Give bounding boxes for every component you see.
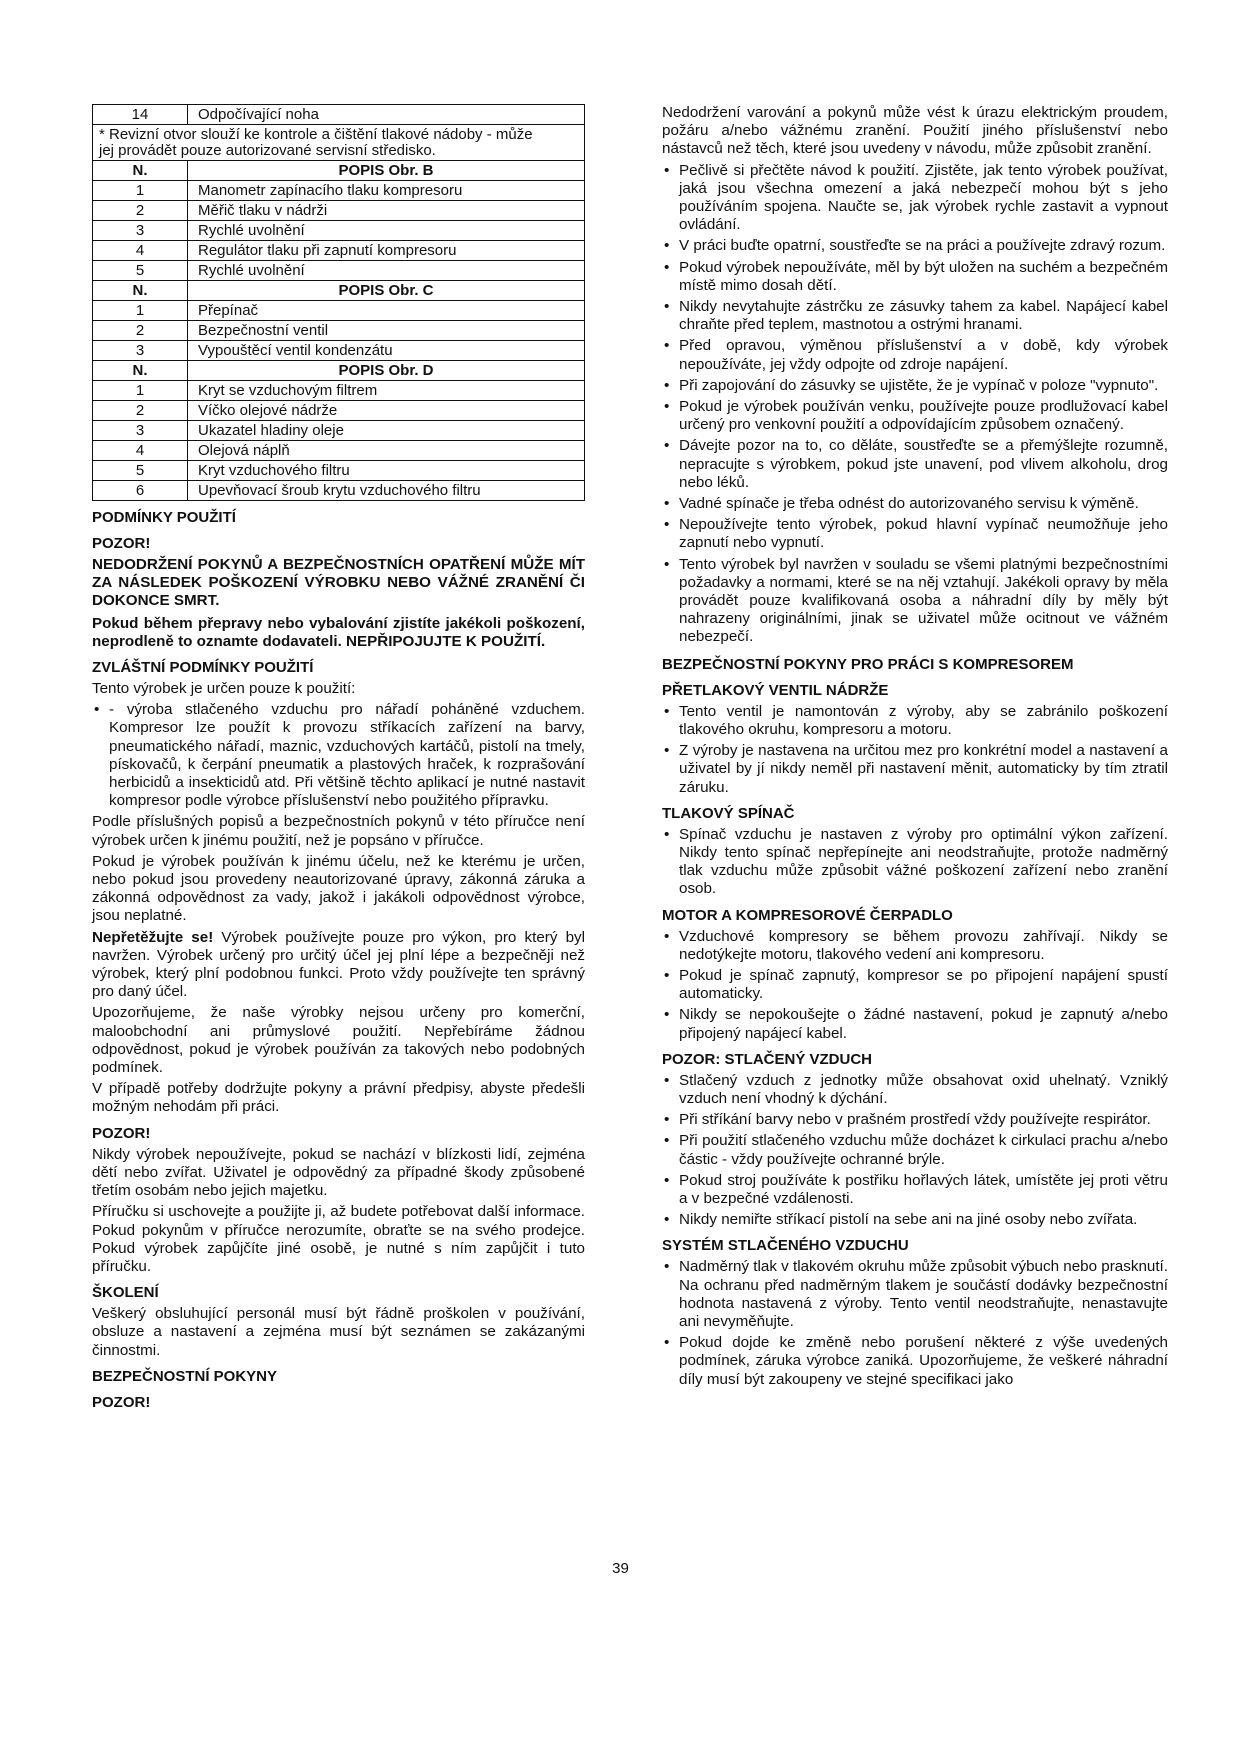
- part-description: Kryt se vzduchovým filtrem: [188, 381, 585, 401]
- part-description: Rychlé uvolnění: [188, 261, 585, 281]
- table-row: [93, 105, 585, 125]
- list-item: • Pečlivě si přečtěte návod k použití. Zjistěte, jak tento výrobek používat, jaká jsou všechna omezení a jaká nebezpečí mohou být s jeho používáním spojena. Naučte se, jak výrobek rychle zastavit a vypnout ovládání.: [662, 162, 1168, 235]
- part-number: 14: [93, 105, 188, 125]
- paragraph-other-use: Podle příslušných popisů a bezpečnostních pokynů v této příručce není výrobek určen k jinému použití, než je popsáno v příručce.: [92, 813, 585, 849]
- table-row: [93, 321, 585, 341]
- list-item: • Při stříkání barvy nebo v prašném prostředí vždy používejte respirátor.: [662, 1111, 1168, 1129]
- heading-relief-valve: PŘETLAKOVÝ VENTIL NÁDRŽE: [662, 681, 889, 699]
- part-description: Rychlé uvolnění: [188, 221, 585, 241]
- parts-sections: [93, 161, 585, 501]
- part-number: 1: [93, 301, 188, 321]
- column-header-number: N.: [93, 161, 188, 181]
- list-item: • Nepoužívejte tento výrobek, pokud hlavní vypínač neumožňuje jeho zapnutí nebo vypnutí.: [662, 516, 1168, 552]
- warning-transport: Pokud během přepravy nebo vybalování zjistíte jakékoli poškození, neprodleně to oznamte dodavateli. NEPŘIPOJUJTE K POUŽITÍ.: [92, 614, 585, 650]
- table-note-line: jej provádět pouze autorizované servisní středisko.: [99, 142, 436, 159]
- heading-training: ŠKOLENÍ: [92, 1284, 159, 1302]
- part-description: Měřič tlaku v nádrži: [188, 201, 585, 221]
- list-item: • Při zapojování do zásuvky se ujistěte, že je vypínač v poloze "vypnuto".: [662, 377, 1168, 395]
- list-item: • Nadměrný tlak v tlakovém okruhu může způsobit výbuch nebo prasknutí. Na ochranu před nadměrným tlakem je součástí dodávky bezpečnostní hodnota nastavená z výroby. Tento ventil neodstraňujte, nenastavujte ani nevyměňujte.: [662, 1258, 1168, 1331]
- part-number: 6: [93, 481, 188, 501]
- list-item: • Vzduchové kompresory se během provozu zahřívají. Nikdy se nedotýkejte motoru, tlakového vedení ani kompresoru.: [662, 928, 1168, 964]
- table-row: [93, 381, 585, 401]
- list-item: • Pokud dojde ke změně nebo porušení některé z výše uvedených podmínek, záruka výrobce zaniká. Upozorňujeme, že veškeré náhradní díly musí být zakoupeny ve stejné specifikaci jako: [662, 1334, 1168, 1389]
- part-number: 4: [93, 241, 188, 261]
- pressure-switch-list: [662, 826, 1168, 899]
- table-row: [93, 241, 585, 261]
- part-number: 2: [93, 201, 188, 221]
- special-intro: Tento výrobek je určen pouze k použití:: [92, 680, 356, 698]
- list-item: • Pokud stroj používáte k postřiku hořlavých látek, umístěte jej proti větru a v bezpečné vzdálenosti.: [662, 1172, 1168, 1208]
- heading-compressed-air: POZOR: STLAČENÝ VZDUCH: [662, 1050, 872, 1068]
- list-item: • Dávejte pozor na to, co děláte, soustřeďte se a přemýšlejte rozumně, nepracujte s výrobkem, pokud jste unavení, pod vlivem alkoholu, drog nebo léků.: [662, 437, 1168, 492]
- column-header-number: N.: [93, 361, 188, 381]
- part-description: Olejová náplň: [188, 441, 585, 461]
- paragraph-warranty: Pokud je výrobek používán k jinému účelu, než ke kterému je určen, nebo pokud jsou provedeny neautorizované úpravy, zákonná záruka a zákonná odpovědnost za vady, jakož i jakákoli odpovědnost výrobce, jsou neplatné.: [92, 852, 585, 925]
- table-row: [93, 221, 585, 241]
- table-row: [93, 201, 585, 221]
- heading-compressor-safety: BEZPEČNOSTNÍ POKYNY PRO PRÁCI S KOMPRESOREM: [662, 655, 1074, 673]
- paragraph-manual: Příručku si uschovejte a použijte ji, až budete potřebovat další informace. Pokud pokynům v příručce nerozumíte, obraťte se na svého prodejce. Pokud výrobek zapůjčíte jiné osobě, je nutné s ním zapůjčit i tuto příručku.: [92, 1203, 585, 1275]
- part-description: Kryt vzduchového filtru: [188, 461, 585, 481]
- table-section-header: [93, 281, 585, 301]
- overload-bold: Nepřetěžujte se!: [92, 928, 214, 946]
- column-header-number: N.: [93, 281, 188, 301]
- part-number: 5: [93, 261, 188, 281]
- section-title: POPIS Obr. B: [188, 161, 585, 181]
- table-note-row: [93, 125, 585, 161]
- paragraph-training: Veškerý obsluhující personál musí být řádně proškolen v používání, obsluze a nastavení a zejména musí být seznámen se zakázanými činnostmi.: [92, 1305, 585, 1359]
- heading-pressure-switch: TLAKOVÝ SPÍNAČ: [662, 804, 795, 822]
- paragraph-children: Nikdy výrobek nepoužívejte, pokud se nachází v blízkosti lidí, zejména dětí nebo zvířat. Uživatel je odpovědný za případné škody způsobené třetím osobám nebo jejich majetku.: [92, 1145, 585, 1200]
- right-column: [662, 104, 1168, 1392]
- table-note-line: * Revizní otvor slouží ke kontrole a čištění tlakové nádoby - může: [99, 126, 533, 143]
- part-number: 1: [93, 181, 188, 201]
- part-number: 2: [93, 401, 188, 421]
- part-description: Víčko olejové nádrže: [188, 401, 585, 421]
- list-item: • Nikdy nevytahujte zástrčku ze zásuvky tahem za kabel. Napájecí kabel chraňte před teplem, mastnotou a ostrými hranami.: [662, 298, 1168, 334]
- part-number: 3: [93, 221, 188, 241]
- table-row: [93, 461, 585, 481]
- list-item: • Pokud je spínač zapnutý, kompresor se po připojení napájení spustí automaticky.: [662, 967, 1168, 1003]
- list-item: • Tento výrobek byl navržen v souladu se všemi platnými bezpečnostními požadavky a normami, které se na něj vztahují. Jakékoli opravy by měla provádět pouze kvalifikovaná osoba a náhradní díly by měly být nahrazeny originálními, jinak se uživatel může ocitnout ve vážném nebezpečí.: [662, 556, 1168, 647]
- page-number: 39: [612, 1560, 629, 1577]
- paragraph-intro: Nedodržení varování a pokynů může vést k úrazu elektrickým proudem, požáru a/nebo vážnému zranění. Použití jiného příslušenství nebo nástavců než těch, které jsou uvedeny v návodu, může způsobit zranění.: [662, 104, 1168, 158]
- paragraph-commercial: Upozorňujeme, že naše výrobky nejsou určeny pro komerční, maloobchodní ani průmyslové použití. Nepřebíráme žádnou odpovědnost, pokud je výrobek používán za takových nebo podobných podmínek.: [92, 1004, 585, 1077]
- part-description: Vypouštěcí ventil kondenzátu: [188, 341, 585, 361]
- table-row: [93, 181, 585, 201]
- list-item: • Stlačený vzduch z jednotky může obsahovat oxid uhelnatý. Vzniklý vzduch není vhodný k dýchání.: [662, 1072, 1168, 1108]
- part-description: Bezpečnostní ventil: [188, 321, 585, 341]
- relief-valve-list: [662, 703, 1168, 797]
- table-row: [93, 261, 585, 281]
- part-number: 3: [93, 421, 188, 441]
- part-description: Ukazatel hladiny oleje: [188, 421, 585, 441]
- part-description: Přepínač: [188, 301, 585, 321]
- part-description: Manometr zapínacího tlaku kompresoru: [188, 181, 585, 201]
- motor-list: [662, 928, 1168, 1043]
- table-row: [93, 341, 585, 361]
- air-system-list: [662, 1258, 1168, 1388]
- list-item: • Nikdy se nepokoušejte o žádné nastavení, pokud je zapnutý a/nebo připojený napájecí kabel.: [662, 1006, 1168, 1042]
- heading-pozor: POZOR!: [92, 1393, 151, 1411]
- list-item: • Tento ventil je namontován z výroby, aby se zabránilo poškození tlakového okruhu, kompresoru a motoru.: [662, 703, 1168, 739]
- part-number: 4: [93, 441, 188, 461]
- heading-pozor: POZOR!: [92, 535, 151, 552]
- list-item: • Pokud je výrobek používán venku, používejte pouze prodlužovací kabel určený pro venkovní použití a odpovídajícím způsobem označený.: [662, 398, 1168, 434]
- paragraph-overload: [92, 929, 585, 1002]
- part-number: 5: [93, 461, 188, 481]
- heading-air-system: SYSTÉM STLAČENÉHO VZDUCHU: [662, 1237, 909, 1255]
- table-row: [93, 441, 585, 461]
- heading-conditions: PODMÍNKY POUŽITÍ: [92, 509, 236, 526]
- part-number: 1: [93, 381, 188, 401]
- list-item: • V práci buďte opatrní, soustřeďte se na práci a používejte zdravý rozum.: [662, 237, 1168, 255]
- part-description: Odpočívající noha: [188, 105, 585, 125]
- list-item: • - výroba stlačeného vzduchu pro nářadí poháněné vzduchem. Kompresor lze použít k provozu stříkacích zařízení na barvy, pneumatického nářadí, maznic, vzduchových kartáčů, pistolí na tmely, pískovačů, k čerpání pneumatik a plastových hraček, k rozprašování herbicidů a insekticidů atd. Při většině těchto aplikací je nutné nastavit kompresor podle výrobce příslušenství nebo použitého přípravku.: [92, 701, 585, 810]
- part-description: Upevňovací šroub krytu vzduchového filtru: [188, 481, 585, 501]
- part-number: 3: [93, 341, 188, 361]
- table-row: [93, 301, 585, 321]
- part-description: Regulátor tlaku při zapnutí kompresoru: [188, 241, 585, 261]
- list-item: • Vadné spínače je třeba odnést do autorizovaného servisu k výměně.: [662, 495, 1168, 513]
- left-column: [92, 104, 585, 1415]
- table-row: [93, 481, 585, 501]
- parts-table: [92, 104, 585, 501]
- list-item: • Před opravou, výměnou příslušenství a v době, kdy výrobek nepoužíváte, jej vždy odpojte od zdroje napájení.: [662, 337, 1168, 373]
- compressed-air-list: [662, 1072, 1168, 1230]
- paragraph-regulations: V případě potřeby dodržujte pokyny a právní předpisy, abyste předešli možným nehodám při práci.: [92, 1080, 585, 1116]
- section-title: POPIS Obr. C: [188, 281, 585, 301]
- list-item: • Pokud výrobek nepoužíváte, měl by být uložen na suchém a bezpečném místě mimo dosah dětí.: [662, 259, 1168, 295]
- general-safety-list: [662, 162, 1168, 647]
- list-item: • Z výroby je nastavena na určitou mez pro konkrétní model a nastavení a uživatel by jí nikdy neměl při nastavení měnit, automaticky by tím ztratil záruku.: [662, 742, 1168, 797]
- table-row: [93, 401, 585, 421]
- warning-caps: NEDODRŽENÍ POKYNŮ A BEZPEČNOSTNÍCH OPATŘENÍ MŮŽE MÍT ZA NÁSLEDEK POŠKOZENÍ VÝROBKU NEBO VÁŽNÉ ZRANĚNÍ ČI DOKONCE SMRT.: [92, 556, 585, 610]
- heading-pozor: POZOR!: [92, 1124, 151, 1142]
- part-number: 2: [93, 321, 188, 341]
- list-item: • Spínač vzduchu je nastaven z výroby pro optimální výkon zařízení. Nikdy tento spínač nepřepínejte ani neodstraňujte, protože nadměrný tlak vzduchu může způsobit vážné poškození zařízení nebo zranění osob.: [662, 826, 1168, 899]
- list-item: • Při použití stlačeného vzduchu může docházet k cirkulaci prachu a/nebo částic - vždy používejte ochranné brýle.: [662, 1132, 1168, 1168]
- heading-safety: BEZPEČNOSTNÍ POKYNY: [92, 1367, 278, 1385]
- table-section-header: [93, 361, 585, 381]
- heading-motor: MOTOR A KOMPRESOROVÉ ČERPADLO: [662, 906, 953, 924]
- section-title: POPIS Obr. D: [188, 361, 585, 381]
- overload-text: Výrobek používejte pouze pro výkon, pro který byl navržen. Výrobek určený pro určitý účel jej plní lépe a bezpečněji než výrobek, který plní podobnou funkci. Proto vždy používejte ten správný pro daný účel.: [92, 928, 585, 1001]
- table-section-header: [93, 161, 585, 181]
- table-note: [93, 125, 585, 161]
- list-item: • Nikdy nemiřte stříkací pistolí na sebe ani na jiné osoby nebo zvířata.: [662, 1211, 1168, 1229]
- heading-special-conditions: ZVLÁŠTNÍ PODMÍNKY POUŽITÍ: [92, 659, 314, 677]
- table-row: [93, 421, 585, 441]
